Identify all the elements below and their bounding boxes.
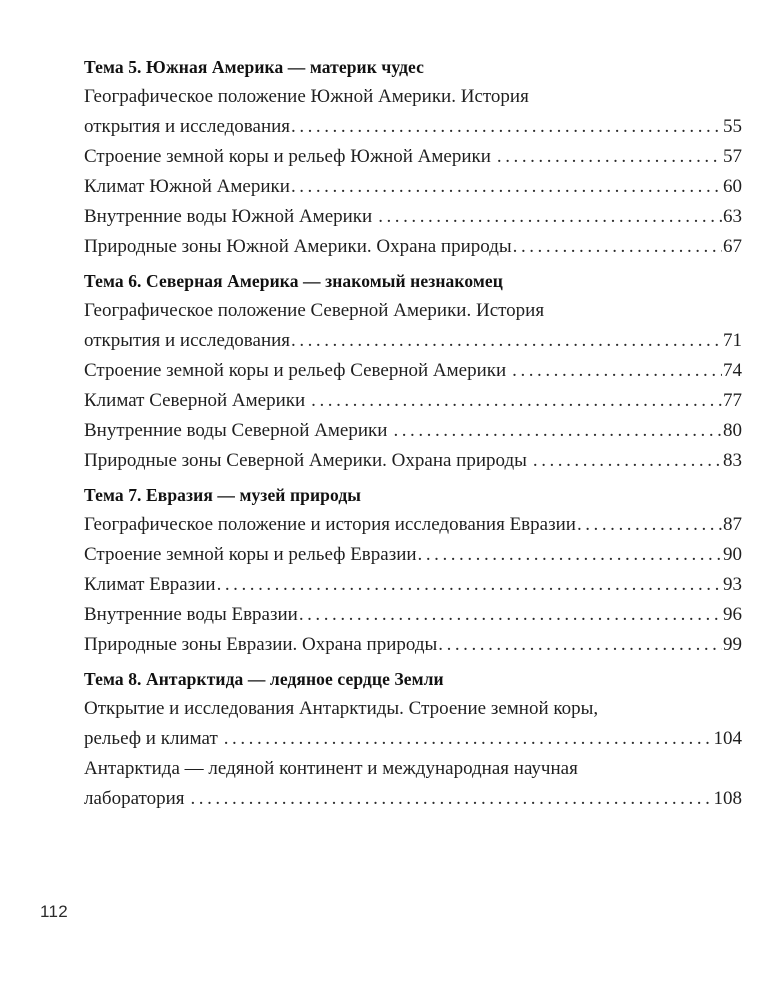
toc-entry-title: открытия и исследования (84, 330, 291, 351)
toc-entry-title: Строение земной коры и рельеф Северной Америки (84, 360, 507, 381)
toc-entry[interactable] (84, 82, 742, 142)
toc-theme-heading: Тема 8. Антарктида — ледяное сердце Земли (84, 669, 444, 689)
toc-entry-page-number[interactable]: 83 (723, 450, 742, 471)
toc-entry-wrapped-line: Географическое положение Северной Америки. История (84, 300, 545, 321)
toc-entry-final-line (84, 540, 742, 570)
toc-entry-final-line (84, 386, 742, 416)
toc-entry-page-number[interactable]: 93 (723, 574, 742, 595)
toc-entry-title: Климат Северной Америки (84, 390, 306, 411)
toc-entry-final-line (84, 724, 742, 754)
toc-entry[interactable] (84, 416, 742, 446)
toc-entry[interactable] (84, 600, 742, 630)
toc-entry-title: Природные зоны Евразии. Охрана природы (84, 634, 438, 655)
toc-entry[interactable] (84, 232, 742, 262)
toc-entry[interactable] (84, 356, 742, 386)
toc-entry-title: открытия и исследования (84, 116, 291, 137)
toc-entry[interactable] (84, 386, 742, 416)
toc-dot-leader (378, 202, 722, 232)
toc-entry[interactable] (84, 570, 742, 600)
toc-entry-final-line (84, 446, 742, 476)
toc-entry[interactable] (84, 630, 742, 660)
toc-entry-final-line (84, 356, 742, 386)
toc-entry-page-number[interactable]: 96 (723, 604, 742, 625)
toc-theme-block (84, 476, 742, 660)
toc-entry[interactable] (84, 754, 742, 814)
toc-dot-leader (418, 540, 722, 570)
toc-entry-final-line (84, 510, 742, 540)
toc-entry-final-line (84, 570, 742, 600)
toc-entry[interactable] (84, 510, 742, 540)
toc-dot-leader (190, 784, 712, 814)
toc-entry-title: Внутренние воды Евразии (84, 604, 298, 625)
toc-entry-page-number[interactable]: 63 (723, 206, 742, 227)
toc-entry[interactable] (84, 540, 742, 570)
toc-dot-leader (299, 600, 722, 630)
toc-entry-title: Географическое положение и история исследования Евразии (84, 514, 576, 535)
toc-entry-title: Климат Южной Америки (84, 176, 290, 197)
toc-theme-heading: Тема 7. Евразия — музей природы (84, 485, 362, 505)
toc-entry-page-number[interactable]: 90 (723, 544, 742, 565)
toc-entry-wrapped-line: Географическое положение Южной Америки. История (84, 86, 529, 107)
toc-entry-page-number[interactable]: 77 (723, 390, 742, 411)
toc-entry-page-number[interactable]: 104 (713, 728, 742, 749)
toc-entry-title: Внутренние воды Южной Америки (84, 206, 373, 227)
toc-entry-title: рельеф и климат (84, 728, 218, 749)
toc-entry-page-number[interactable]: 99 (723, 634, 742, 655)
page-folio-number: 112 (40, 902, 69, 921)
toc-dot-leader (291, 326, 722, 356)
toc-entry-page-number[interactable]: 71 (723, 330, 742, 351)
toc-entry-page-number[interactable]: 60 (723, 176, 742, 197)
toc-entry[interactable] (84, 202, 742, 232)
toc-dot-leader (533, 446, 722, 476)
toc-entry[interactable] (84, 142, 742, 172)
toc-entry-final-line (84, 172, 742, 202)
toc-entry-wrapped-line: Открытие и исследования Антарктиды. Строение земной коры, (84, 698, 599, 719)
toc-entry-title: Климат Евразии (84, 574, 216, 595)
toc-entry-page-number[interactable]: 87 (723, 514, 742, 535)
toc-entry-wrapped-line: Антарктида — ледяной континент и международная научная (84, 758, 578, 779)
toc-entry[interactable] (84, 172, 742, 202)
toc-entry-page-number[interactable]: 80 (723, 420, 742, 441)
toc-dot-leader (512, 356, 722, 386)
toc-entry-final-line (84, 112, 742, 142)
toc-dot-leader (438, 630, 722, 660)
toc-entry-final-line (84, 326, 742, 356)
toc-theme-block (84, 262, 742, 476)
toc-entry-page-number[interactable]: 57 (723, 146, 742, 167)
toc-dot-leader (291, 112, 722, 142)
toc-entry-final-line (84, 600, 742, 630)
toc-entry[interactable] (84, 694, 742, 754)
toc-theme-block (84, 660, 742, 814)
toc-dot-leader (393, 416, 722, 446)
toc-entry-page-number[interactable]: 55 (723, 116, 742, 137)
toc-theme-heading: Тема 6. Северная Америка — знакомый незнакомец (84, 271, 503, 291)
toc-entry-title: Внутренние воды Северной Америки (84, 420, 388, 441)
toc-entry-final-line (84, 416, 742, 446)
toc-entry-title: Строение земной коры и рельеф Евразии (84, 544, 417, 565)
toc-entry-title: Строение земной коры и рельеф Южной Америки (84, 146, 491, 167)
toc-entry-final-line (84, 630, 742, 660)
toc-dot-leader (311, 386, 722, 416)
toc-entry-final-line (84, 784, 742, 814)
toc-entry-page-number[interactable]: 108 (713, 788, 742, 809)
toc-dot-leader (291, 172, 722, 202)
toc-theme-block (84, 48, 742, 262)
toc-entry-final-line (84, 202, 742, 232)
toc-theme-heading: Тема 5. Южная Америка — материк чудес (84, 57, 424, 77)
toc-entry-title: лаборатория (84, 788, 185, 809)
toc-entry-page-number[interactable]: 74 (723, 360, 742, 381)
toc-dot-leader (497, 142, 722, 172)
toc-entry[interactable] (84, 296, 742, 356)
toc-dot-leader (513, 232, 722, 262)
toc-entry-title: Природные зоны Южной Америки. Охрана природы (84, 236, 512, 257)
table-of-contents (84, 48, 742, 814)
toc-entry-page-number[interactable]: 67 (723, 236, 742, 257)
toc-entry[interactable] (84, 446, 742, 476)
toc-entry-title: Природные зоны Северной Америки. Охрана природы (84, 450, 527, 471)
toc-entry-final-line (84, 232, 742, 262)
toc-dot-leader (217, 570, 722, 600)
toc-dot-leader (577, 510, 722, 540)
toc-entry-final-line (84, 142, 742, 172)
toc-dot-leader (224, 724, 713, 754)
